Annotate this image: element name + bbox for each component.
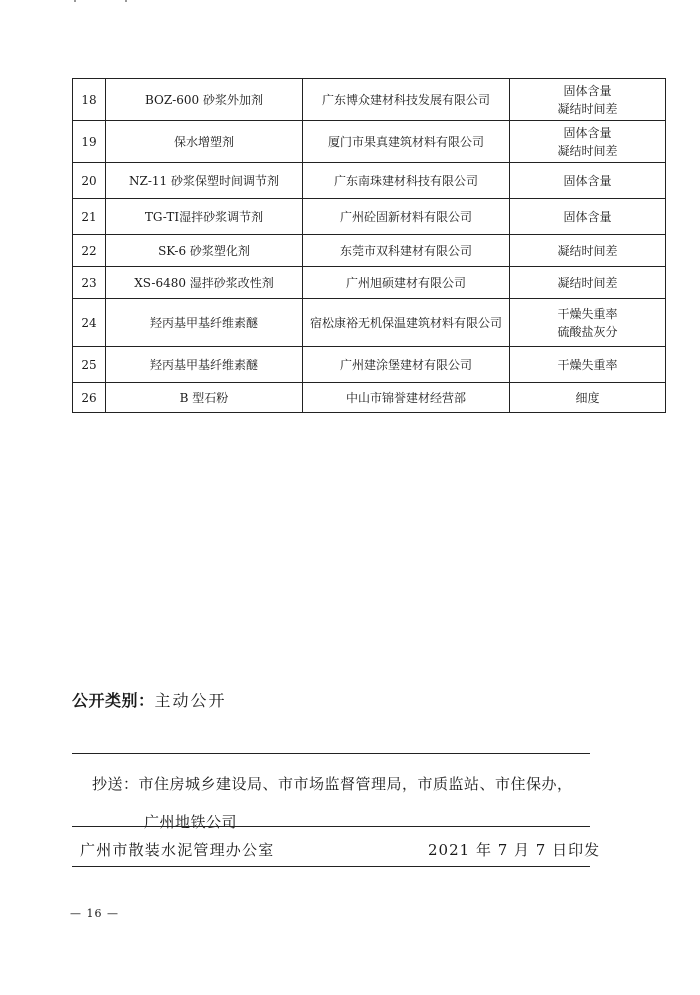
product-name: NZ-11 砂浆保塑时间调节剂	[106, 163, 303, 199]
table-row	[73, 267, 666, 299]
test-item: 凝结时间差	[557, 101, 618, 116]
table-row	[73, 347, 666, 383]
table-row	[73, 383, 666, 413]
test-items	[510, 121, 666, 163]
test-item: 固体含量	[563, 209, 612, 224]
table-row	[73, 199, 666, 235]
test-item: 干燥失重率	[557, 306, 618, 321]
divider-bottom	[72, 866, 590, 867]
divider-middle	[72, 826, 590, 827]
company-name: 广州旭硕建材有限公司	[303, 267, 510, 299]
row-number: 21	[73, 199, 106, 235]
test-item: 固体含量	[563, 173, 612, 188]
test-item: 固体含量	[563, 83, 612, 98]
row-number: 19	[73, 121, 106, 163]
product-name: 羟丙基甲基纤维素醚	[106, 347, 303, 383]
product-name: XS-6480 湿拌砂浆改性剂	[106, 267, 303, 299]
test-items	[510, 199, 666, 235]
issue-date: 2021 年 7 月 7 日印发	[428, 841, 601, 859]
cc-block	[92, 765, 592, 841]
product-name: 保水增塑剂	[106, 121, 303, 163]
row-number: 18	[73, 79, 106, 121]
table-row	[73, 235, 666, 267]
scan-mark	[74, 0, 76, 2]
company-name: 东莞市双科建材有限公司	[303, 235, 510, 267]
test-item: 凝结时间差	[557, 243, 618, 258]
disclosure-value: 主动公开	[154, 691, 227, 710]
test-items	[510, 299, 666, 347]
product-name: B 型石粉	[106, 383, 303, 413]
page-number: — 16 —	[70, 907, 119, 920]
disclosure-category	[72, 688, 227, 711]
test-items	[510, 347, 666, 383]
product-name: BOZ-600 砂浆外加剂	[106, 79, 303, 121]
row-number: 25	[73, 347, 106, 383]
scan-mark	[125, 0, 127, 2]
test-items	[510, 383, 666, 413]
issuing-office: 广州市散装水泥管理办公室	[80, 841, 275, 859]
table-row	[73, 163, 666, 199]
test-items	[510, 163, 666, 199]
test-items	[510, 235, 666, 267]
company-name: 广州砼固新材料有限公司	[303, 199, 510, 235]
product-table-body	[73, 79, 666, 413]
company-name: 厦门市果真建筑材料有限公司	[303, 121, 510, 163]
row-number: 20	[73, 163, 106, 199]
product-name: 羟丙基甲基纤维素醚	[106, 299, 303, 347]
test-item: 干燥失重率	[557, 357, 618, 372]
company-name: 广东博众建材科技发展有限公司	[303, 79, 510, 121]
test-item: 细度	[575, 390, 600, 405]
test-item: 凝结时间差	[557, 143, 618, 158]
test-item: 固体含量	[563, 125, 612, 140]
cc-label: 抄送：	[92, 775, 139, 793]
product-name: SK-6 砂浆塑化剂	[106, 235, 303, 267]
row-number: 23	[73, 267, 106, 299]
cc-recipients-line1: 市住房城乡建设局、市市场监督管理局，市质监站、市住保办，	[138, 775, 573, 793]
test-items	[510, 79, 666, 121]
table-row	[73, 79, 666, 121]
company-name: 中山市锦誉建材经营部	[303, 383, 510, 413]
disclosure-label: 公开类别：	[72, 691, 155, 710]
product-name: TG-TⅠ湿拌砂浆调节剂	[106, 199, 303, 235]
divider-top	[72, 753, 590, 754]
test-items	[510, 267, 666, 299]
product-table	[72, 78, 666, 413]
cc-recipients-line2: 广州地铁公司	[144, 813, 238, 831]
test-item: 硫酸盐灰分	[557, 324, 618, 339]
row-number: 26	[73, 383, 106, 413]
company-name: 广州建涂堡建材有限公司	[303, 347, 510, 383]
row-number: 22	[73, 235, 106, 267]
table-row	[73, 121, 666, 163]
company-name: 宿松康裕无机保温建筑材料有限公司	[303, 299, 510, 347]
table-row	[73, 299, 666, 347]
company-name: 广东南珠建材科技有限公司	[303, 163, 510, 199]
row-number: 24	[73, 299, 106, 347]
test-item: 凝结时间差	[557, 275, 618, 290]
